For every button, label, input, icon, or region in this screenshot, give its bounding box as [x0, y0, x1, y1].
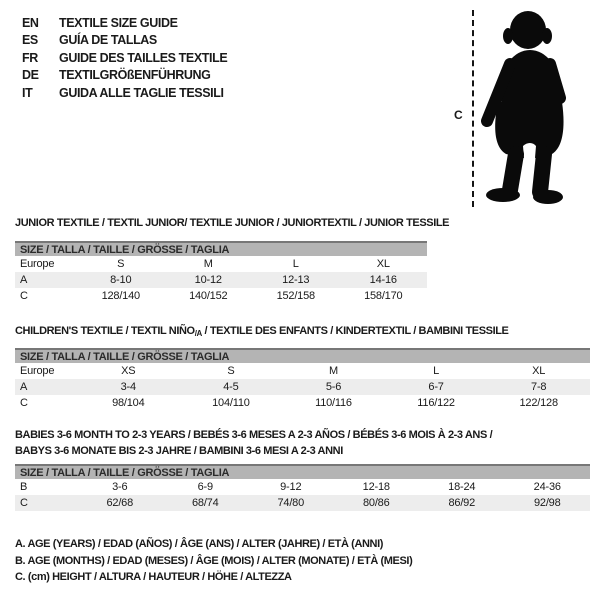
- table-cell: XL: [532, 365, 546, 377]
- language-header: [22, 14, 227, 102]
- table-cell: 80/86: [362, 497, 390, 509]
- children-title-prefix: CHILDREN'S TEXTILE / TEXTIL NIÑO: [15, 325, 195, 337]
- lang-code: FR: [22, 50, 38, 65]
- table-cell: M: [329, 365, 338, 377]
- row-label: B: [20, 481, 28, 493]
- table-cell: 140/152: [189, 290, 228, 302]
- row-label: C: [20, 397, 28, 409]
- row-label: Europe: [20, 365, 55, 377]
- table-cell: 104/110: [212, 397, 250, 409]
- table-cell: 4-5: [223, 381, 239, 393]
- babies-section-title: [15, 427, 492, 459]
- table-cell: 10-12: [194, 274, 222, 286]
- table-cell: 3-6: [112, 481, 128, 493]
- table-cell: 68/74: [191, 497, 219, 509]
- table-cell: M: [203, 258, 213, 270]
- lang-label: TEXTILE SIZE GUIDE: [59, 15, 178, 30]
- row-label: C: [20, 497, 28, 509]
- size-header-bar-row: [15, 465, 590, 479]
- table-cell: 3-4: [120, 381, 136, 393]
- row-label: C: [20, 290, 28, 302]
- height-marker-label: C: [454, 108, 463, 122]
- table-row: [15, 495, 590, 511]
- table-cell: 116/122: [417, 397, 455, 409]
- row-label: A: [20, 381, 28, 393]
- row-label: A: [20, 274, 28, 286]
- table-cell: 24-36: [533, 481, 561, 493]
- table-cell: L: [433, 365, 440, 377]
- table-cell: 6-7: [428, 381, 444, 393]
- table-cell: 7-8: [531, 381, 547, 393]
- lang-row-de: [22, 67, 227, 85]
- lang-label: GUIDE DES TAILLES TEXTILE: [59, 50, 228, 65]
- lang-label: TEXTILGRÖßENFÜHRUNG: [59, 68, 211, 83]
- table-cell: 92/98: [533, 497, 561, 509]
- children-title-suffix: / TEXTILE DES ENFANTS / KINDERTEXTIL / BAMBINI TESSILE: [201, 325, 509, 337]
- row-label: Europe: [20, 258, 55, 270]
- table-cell: S: [117, 258, 125, 270]
- lang-code: IT: [22, 85, 33, 100]
- table-row: [15, 363, 590, 379]
- baby-silhouette: [478, 6, 594, 206]
- babies-size-table: [15, 464, 590, 511]
- table-cell: 62/68: [106, 497, 134, 509]
- lang-code: EN: [22, 15, 39, 30]
- junior-size-table: [15, 241, 427, 304]
- table-cell: 9-12: [280, 481, 302, 493]
- table-row: [15, 272, 427, 288]
- table-row: [15, 395, 590, 411]
- table-cell: L: [292, 258, 299, 270]
- size-header-bar-row: [15, 242, 427, 256]
- table-row: [15, 379, 590, 395]
- table-cell: 8-10: [110, 274, 132, 286]
- note-age-months: B. AGE (MONTHS) / EDAD (MESES) / ÂGE (MOIS) / ALTER (MONATE) / ETÀ (MESI): [15, 554, 413, 567]
- table-cell: 110/116: [315, 397, 352, 409]
- table-cell: 86/92: [448, 497, 476, 509]
- table-cell: 98/104: [112, 397, 145, 409]
- table-row: [15, 256, 427, 272]
- table-cell: 128/140: [101, 290, 140, 302]
- note-age-years: A. AGE (YEARS) / EDAD (AÑOS) / ÂGE (ANS) / ALTER (JAHRE) / ETÀ (ANNI): [15, 538, 383, 550]
- table-cell: 158/170: [364, 290, 403, 302]
- table-cell: XS: [121, 365, 136, 377]
- footnotes: [15, 536, 412, 586]
- lang-label: GUIDA ALLE TAGLIE TESSILI: [59, 85, 224, 100]
- table-cell: 18-24: [448, 481, 476, 493]
- babies-title-line2: BABYS 3-6 MONATE BIS 2-3 JAHRE / BAMBINI 3-6 MESI A 2-3 ANNI: [15, 445, 343, 457]
- children-section-title: [15, 323, 509, 342]
- lang-row-es: [22, 32, 227, 50]
- children-title-sub: /A: [194, 329, 202, 338]
- table-cell: 5-6: [325, 381, 342, 393]
- babies-title-line1: BABIES 3-6 MONTH TO 2-3 YEARS / BEBÉS 3-6 MESES A 2-3 AÑOS / BÉBÉS 3-6 MOIS À 2-3 ANS /: [15, 429, 493, 441]
- table-cell: 12-18: [362, 481, 390, 493]
- size-header-bar: SIZE / TALLA / TAILLE / GRÖSSE / TAGLIA: [15, 242, 427, 256]
- size-header-bar: SIZE / TALLA / TAILLE / GRÖSSE / TAGLIA: [15, 465, 590, 479]
- lang-code: DE: [22, 68, 39, 83]
- lang-row-en: [22, 14, 227, 32]
- table-cell: 122/128: [519, 397, 558, 409]
- lang-code: ES: [22, 33, 38, 48]
- table-row: [15, 479, 590, 495]
- table-cell: S: [227, 365, 235, 377]
- table-cell: 152/158: [276, 290, 315, 302]
- lang-row-fr: [22, 49, 227, 67]
- table-cell: XL: [376, 258, 390, 270]
- lang-row-it: [22, 84, 227, 102]
- size-header-bar: SIZE / TALLA / TAILLE / GRÖSSE / TAGLIA: [15, 349, 590, 363]
- table-cell: 6-9: [197, 481, 213, 493]
- table-cell: 14-16: [369, 274, 397, 286]
- table-cell: 74/80: [277, 497, 305, 509]
- size-header-bar-row: [15, 349, 590, 363]
- table-row: [15, 288, 427, 304]
- children-size-table: [15, 348, 590, 411]
- lang-label: GUÍA DE TALLAS: [59, 33, 157, 48]
- table-cell: 12-13: [282, 274, 310, 286]
- junior-section-title: JUNIOR TEXTILE / TEXTIL JUNIOR/ TEXTILE JUNIOR / JUNIORTEXTIL / JUNIOR TESSILE: [15, 217, 450, 229]
- note-height-cm: C. (cm) HEIGHT / ALTURA / HAUTEUR / HÖHE / ALTEZZA: [15, 571, 292, 583]
- height-dashed-line: [472, 10, 474, 207]
